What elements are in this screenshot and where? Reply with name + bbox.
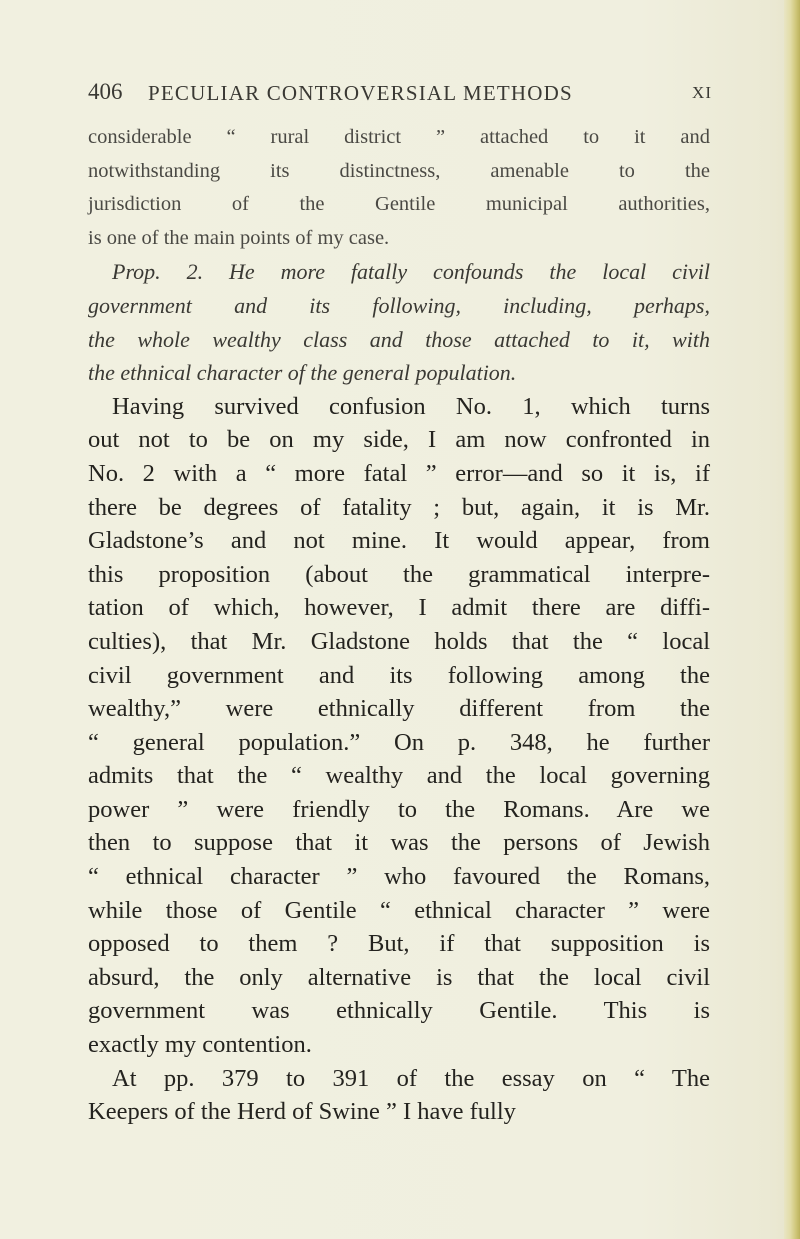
proposition-line: government and its following, including, perhaps, xyxy=(88,292,710,318)
text-line: Keepers of the Herd of Swine ” I have fully xyxy=(88,1098,516,1126)
text-line: out not to be on my side, I am now confronted in xyxy=(88,426,710,454)
body-text xyxy=(88,121,710,1129)
text-line: opposed to them ? But, if that supposition is xyxy=(88,930,710,958)
text-line: At pp. 379 to 391 of the essay on “ The xyxy=(112,1064,710,1092)
proposition-line: the ethnical character of the general population. xyxy=(88,360,517,386)
text-line: “ ethnical character ” who favoured the Romans, xyxy=(88,863,710,891)
text-line: Gladstone’s and not mine. It would appear, from xyxy=(88,527,710,555)
text-line: absurd, the only alternative is that the local civil xyxy=(88,963,710,991)
text-line: “ general population.” On p. 348, he further xyxy=(88,728,710,756)
text-line: No. 2 with a “ more fatal ” error—and so it is, if xyxy=(88,459,710,487)
text-line: power ” were friendly to the Romans. Are we xyxy=(88,795,710,823)
text-line: admits that the “ wealthy and the local governing xyxy=(88,762,710,790)
text-line: jurisdiction of the Gentile municipal authorities, xyxy=(88,193,710,216)
text-line: wealthy,” were ethnically different from the xyxy=(88,695,710,723)
text-line: Having survived confusion No. 1, which turns xyxy=(112,392,710,420)
text-line: this proposition (about the grammatical interpre- xyxy=(88,560,710,588)
page-edge-shadow xyxy=(784,0,800,1239)
text-line: notwithstanding its distinctness, amenable to the xyxy=(88,159,710,182)
text-line: is one of the main points of my case. xyxy=(88,226,390,249)
text-line: tation of which, however, I admit there are diffi- xyxy=(88,594,710,622)
proposition-line: the whole wealthy class and those attached to it, with xyxy=(88,326,710,352)
text-line: government was ethnically Gentile. This is xyxy=(88,997,710,1025)
page-number: 406 xyxy=(88,79,123,104)
text-line: exactly my contention. xyxy=(88,1031,312,1059)
chapter-number: XI xyxy=(692,83,712,102)
text-line: while those of Gentile “ ethnical character ” were xyxy=(88,896,710,924)
text-line: civil government and its following among the xyxy=(88,661,710,689)
proposition-line: Prop. 2. He more fatally confounds the local civil xyxy=(112,259,710,285)
text-line: there be degrees of fatality ; but, again, it is Mr. xyxy=(88,493,710,521)
text-line: culties), that Mr. Gladstone holds that the “ local xyxy=(88,627,710,655)
running-header xyxy=(88,79,712,119)
running-title: PECULIAR CONTROVERSIAL METHODS xyxy=(148,81,573,105)
text-line: considerable “ rural district ” attached to it and xyxy=(88,126,710,148)
text-line: then to suppose that it was the persons of Jewish xyxy=(88,829,710,857)
